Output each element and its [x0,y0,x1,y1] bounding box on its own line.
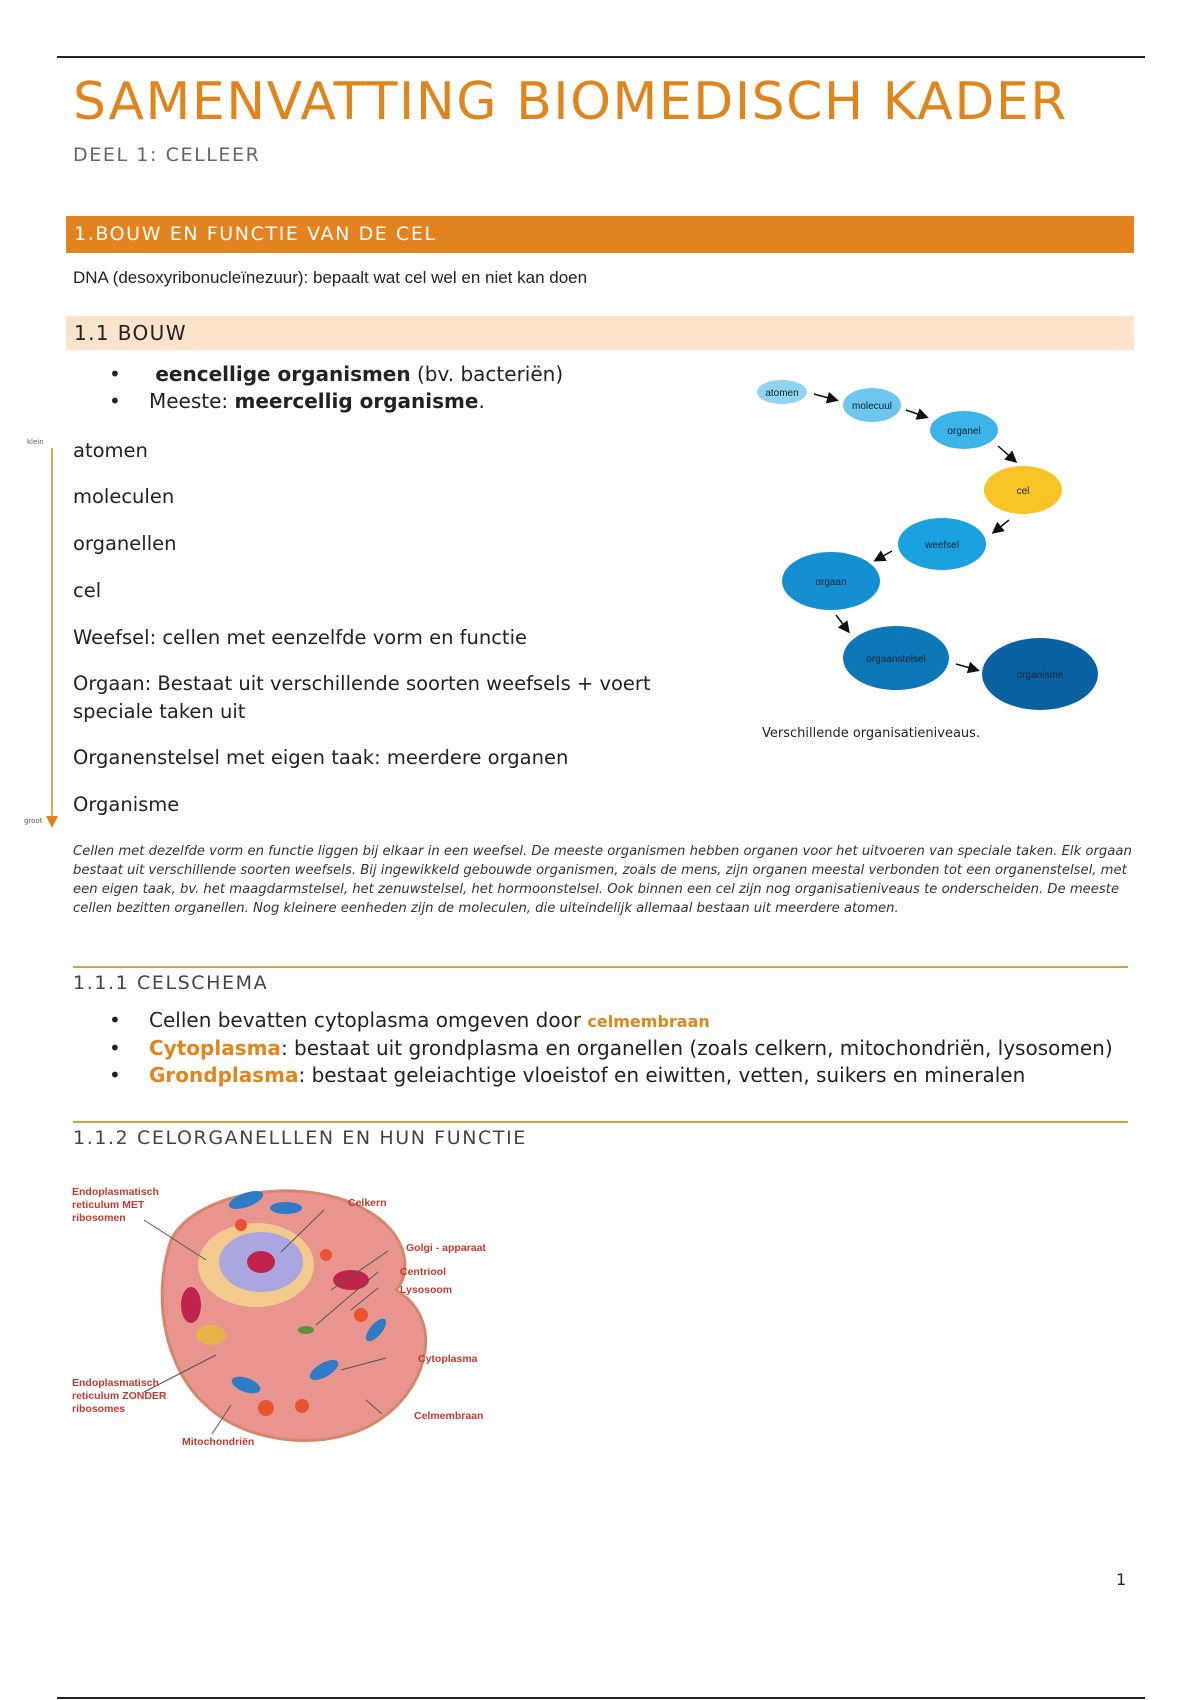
diagram-caption: Verschillende organisatieniveaus. [762,726,981,741]
list-item: • Cytoplasma: bestaat uit grondplasma en organellen (zoals celkern, mitochondriën, lysosomen) [109,1035,1113,1062]
level-orgaan: Orgaan: Bestaat uit verschillende soorten weefsels + voert [73,672,651,695]
node-organisme-label: organisme [1016,670,1064,681]
scale-label-large: groot [24,817,43,825]
bottom-rule [57,1697,1145,1699]
level-atomen: atomen [73,439,148,462]
label-celkern: Celkern [348,1197,387,1209]
node-cel-label: cel [1016,486,1030,497]
node-weefsel-label: weefsel [925,540,959,551]
node-orgaan-label: orgaan [815,577,847,588]
page-number: 1 [1116,1570,1127,1589]
level-organellen: organellen [73,532,177,555]
top-rule [57,56,1145,58]
organisation-paragraph: Cellen met dezelfde vorm en functie liggen bij elkaar in een weefsel. De meeste organismen hebben organen voor het uitvoeren van speciale taken. Elk orgaan bestaat uit verschillende soorten weefsels. Bij ingewikkeld gebouwde organismen, zoals de mens, zijn organen meestal verbonden tot een organenstelsel, met een eigen taak, bv. het maagdarmstelsel, het zenuwstelsel, het hormoonstelsel. Ook binnen een cel zijn nog organisatieniveaus te onderscheiden. De meeste cellen bezitten organellen. Nog kleinere eenheden zijn de moleculen, die uiteindelijk allemaal bestaan uit meerdere atomen. [73,844,1132,916]
level-moleculen: moleculen [73,485,175,508]
heading-rule-1-1-1 [73,966,1128,968]
celschema-bullet-list [109,1007,1113,1089]
level-organisme: Organisme [73,793,180,816]
cell-diagram [66,1170,516,1460]
label-lysosoom: Lysosoom [400,1284,453,1296]
node-orgaanstelsel-label: orgaanstelsel [866,654,926,665]
label-er-zonder: Endoplasmatisch reticulum ZONDER ribosomes [72,1377,167,1415]
label-mitochondrien: Mitochondriën [182,1436,255,1448]
document-subtitle: DEEL 1: CELLEER [73,144,261,166]
list-item: • Meeste: meercellig organisme. [109,388,563,415]
level-weefsel: Weefsel: cellen met eenzelfde vorm en functie [73,626,527,649]
label-er-met: Endoplasmatisch reticulum MET ribosomen [72,1186,159,1224]
level-cel: cel [73,579,102,602]
bouw-bullet-list [109,361,563,415]
scale-arrow [44,444,68,830]
label-centriool: Centriool [400,1266,447,1278]
document-title: SAMENVATTING BIOMEDISCH KADER [73,72,1068,132]
heading-rule-1-1-2 [73,1121,1128,1123]
organisation-levels-diagram [750,370,1110,720]
list-item: • eencellige organismen (bv. bacteriën) [109,361,563,388]
label-golgi: Golgi - apparaat [406,1242,486,1254]
node-molecuul-label: molecuul [851,401,893,412]
list-item: • Cellen bevatten cytoplasma omgeven door celmembraan [109,1007,1113,1035]
node-organel-label: organel [947,426,981,437]
section-heading-1: 1.BOUW EN FUNCTIE VAN DE CEL [66,216,1134,253]
dna-definition: DNA (desoxyribonucleïnezuur): bepaalt wat cel wel en niet kan doen [73,268,588,287]
label-celmembraan: Celmembraan [414,1410,484,1422]
label-cytoplasma: Cytoplasma [418,1353,478,1365]
section-heading-1-1: 1.1 BOUW [66,316,1134,350]
section-heading-1-1-2: 1.1.2 CELORGANELLLEN EN HUN FUNCTIE [73,1127,527,1149]
scale-label-small: klein [27,438,44,446]
node-atomen-label: atomen [765,388,799,399]
list-item: • Grondplasma: bestaat geleiachtige vloeistof en eiwitten, vetten, suikers en mineralen [109,1062,1113,1089]
level-organenstelsel: Organenstelsel met eigen taak: meerdere organen [73,746,569,769]
section-heading-1-1-1: 1.1.1 CELSCHEMA [73,972,269,994]
level-orgaan-cont: speciale taken uit [73,700,246,723]
